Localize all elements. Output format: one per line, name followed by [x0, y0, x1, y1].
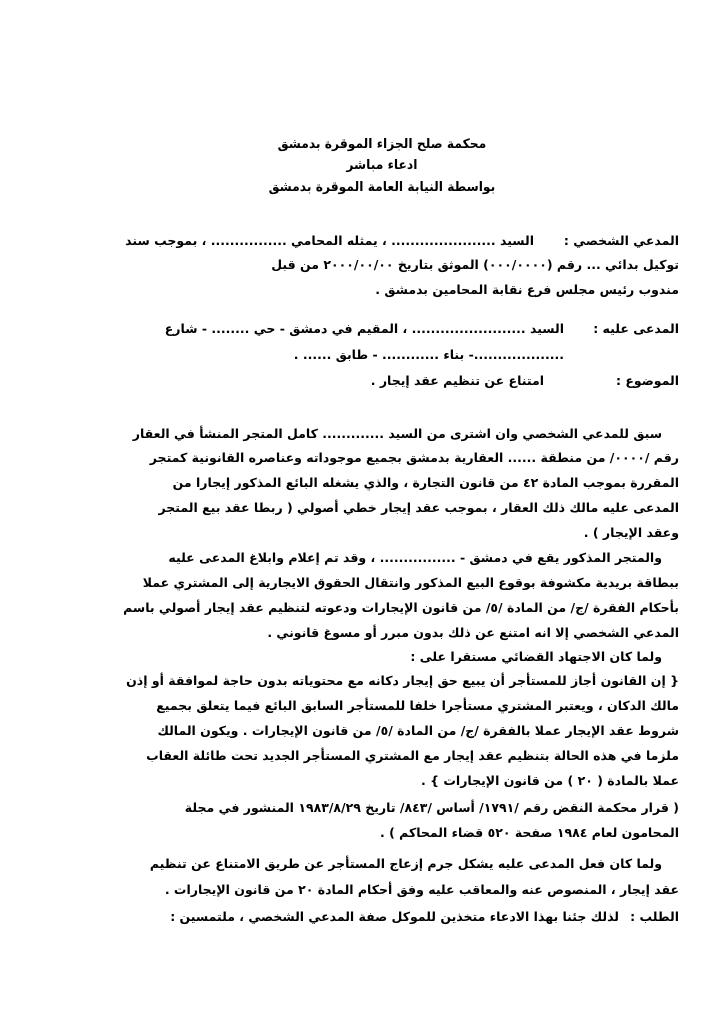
- subject-text: امتناع عن تنظيم عقد إيجار .: [370, 373, 544, 388]
- body-line: ولما كان الاجتهاد القضائي مستقرا على :: [410, 649, 662, 664]
- subject-label: الموضوع :: [615, 373, 679, 388]
- body-line: رقم /٠٠٠٠/ من منطقة ...... العقارية بدمشق بجميع موجوداته وعناصره القانونية كمتجر: [149, 450, 679, 465]
- defendant-line-2: ...................- بناء ............ - طابق ...... .: [293, 347, 564, 362]
- court-title: محكمة صلح الجزاء الموقرة بدمشق: [277, 137, 487, 152]
- body-line: شروط عقد الإيجار عملا بالفقرة /ج/ من المادة /٥/ من قانون الإيجارات . ويكون المالك: [157, 723, 679, 738]
- body-line: المحامون لعام ١٩٨٤ صفحة ٥٢٠ قضاء المحاكم ) .: [379, 825, 679, 840]
- plaintiff-line-1: السيد ...................... ، يمثله المحامي ................ ، بموجب سند: [125, 233, 534, 248]
- request-text: لذلك جئنا بهذا الادعاء متخذين للموكل صفة المدعي الشخصي ، ملتمسين :: [170, 909, 619, 924]
- plaintiff-line-2: توكيل بدائي ... رقم (٠٠٠/٠٠٠٠) الموثق بتاريخ ٢٠٠٠/٠٠/٠٠ من قبل: [271, 257, 679, 272]
- body-line: وعقد الإيجار ) .: [583, 525, 679, 540]
- request-label: الطلب :: [630, 909, 679, 924]
- claim-type: ادعاء مباشر: [346, 158, 418, 173]
- body-line: ببطاقة بريدية مكشوفة بوقوع البيع المذكور وانتقال الحقوق الايجارية إلى المشتري عملا: [142, 575, 679, 590]
- body-line: ( قرار محكمة النقض رقم /١٧٩١/ أساس /٨٤٣/ تاريخ ١٩٨٣/٨/٢٩ المنشور في مجلة: [184, 800, 679, 815]
- body-line: المدعي الشخصي إلا انه امتنع عن ذلك بدون مبرر أو مسوغ قانوني .: [267, 625, 679, 640]
- body-line: والمتجر المذكور يقع في دمشق - ................ ، وقد تم إعلام وابلاغ المدعى عليه: [168, 550, 662, 565]
- body-line: بأحكام الفقرة /ج/ من المادة /٥/ من قانون الإيجارات ودعوته لتنظيم عقد إيجار أصولي باسم: [123, 600, 679, 615]
- body-line: المقررة بموجب المادة ٤٢ من قانون التجارة ، والذي يشغله البائع المذكور إيجارا من: [172, 475, 679, 490]
- body-line: مالك الدكان ، ويعتبر المشتري مستأجرا خلفا للمستأجر السابق البائع فيما يتعلق بجميع: [156, 698, 679, 713]
- body-line: { إن القانون أجاز للمستأجر أن يبيع حق إيجار دكانه مع محتوياته بدون حاجة لموافقة أو إذن: [126, 673, 679, 688]
- defendant-line-1: السيد ........................ ، المقيم في دمشق - حي ........ - شارع: [164, 321, 564, 336]
- body-line: ولما كان فعل المدعى عليه يشكل جرم إزعاج المستأجر عن طريق الامتناع عن تنظيم: [149, 856, 662, 871]
- plaintiff-label: المدعي الشخصي :: [563, 233, 679, 248]
- body-line: عملا بالمادة ( ٢٠ ) من قانون الإيجارات } .: [421, 773, 679, 788]
- via-line: بواسطة النيابة العامة الموقرة بدمشق: [268, 180, 496, 195]
- body-line: عقد إيجار ، المنصوص عنه والمعاقب عليه وفق أحكام المادة ٢٠ من قانون الإيجارات .: [164, 882, 679, 897]
- body-line: سبق للمدعي الشخصي وان اشترى من السيد ............. كامل المتجر المنشأ في العقار: [132, 426, 662, 441]
- defendant-label: المدعى عليه :: [593, 321, 679, 336]
- plaintiff-line-3: مندوب رئيس مجلس فرع نقابة المحامين بدمشق .: [375, 282, 679, 297]
- body-line: ملزما في هذه الحالة بتنظيم عقد إيجار مع المشتري المستأجر الجديد تحت طائلة العقاب: [146, 748, 679, 763]
- body-line: المدعى عليه مالك ذلك العقار ، بموجب عقد إيجار خطي أصولي ( ربطا عقد بيع المتجر: [158, 500, 679, 515]
